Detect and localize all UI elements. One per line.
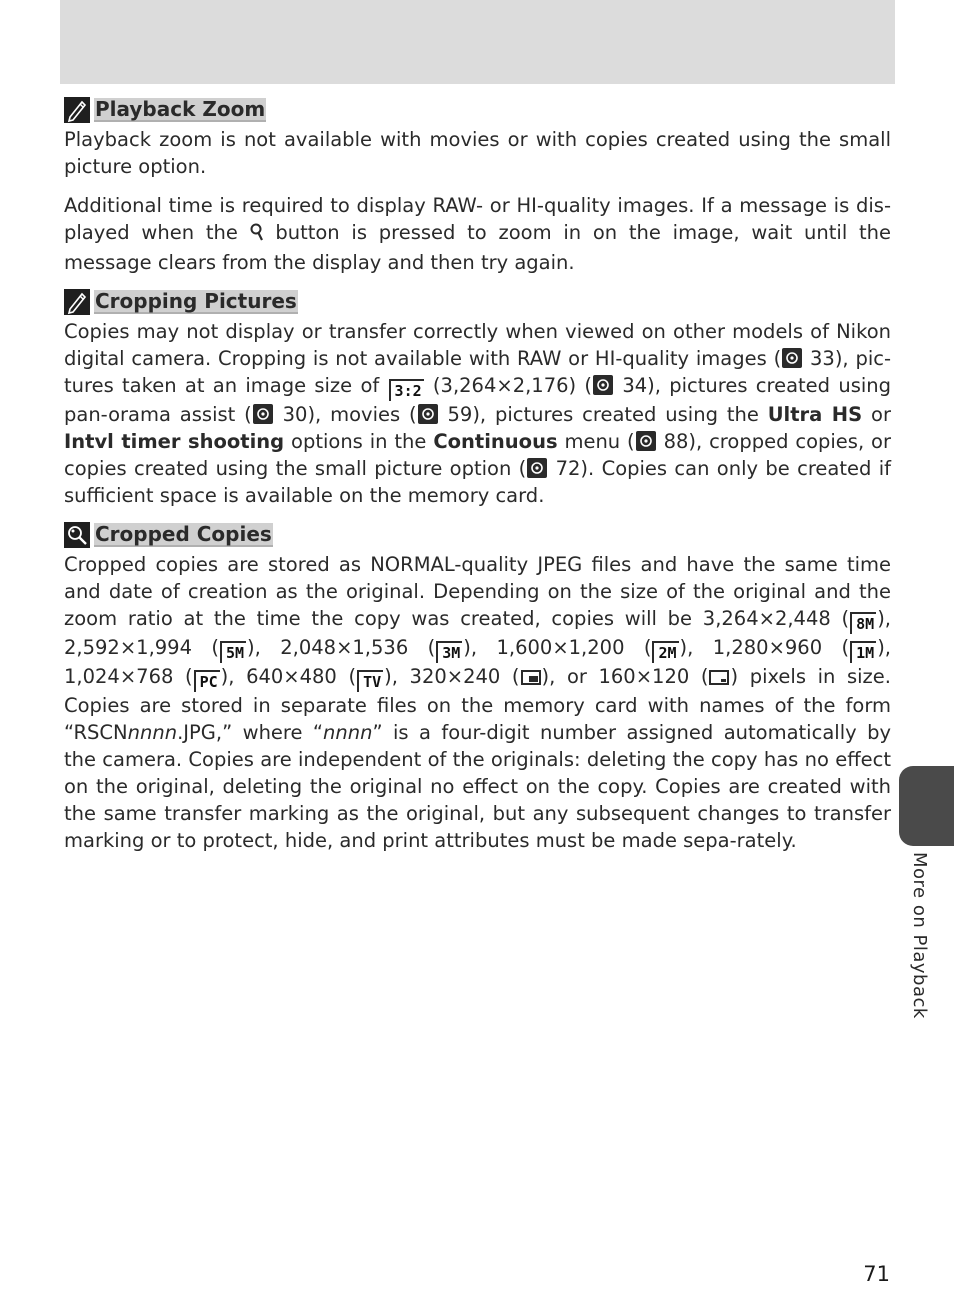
zoom-magnifier-icon	[250, 222, 264, 249]
section-cropping-pictures	[64, 288, 891, 509]
image-size-pc-icon: PC	[194, 670, 220, 692]
pencil-note-icon	[64, 289, 90, 315]
image-size-320-icon	[521, 670, 541, 685]
page-reference-icon	[253, 404, 273, 424]
section-title: Playback Zoom	[95, 97, 266, 121]
paragraph: Additional time is required to display RAW- or HI-quality images. If a message is dis-played when the button is pressed to zoom in on the image, wait until the message clears from the display and then try again.	[64, 194, 891, 274]
page-reference-icon	[636, 431, 656, 451]
paragraph: Copies may not display or transfer correctly when viewed on other models of Nikon digital camera. Cropping is not available with RAW or HI-quality images ( 33), pic-tures taken at an image size of 3:2 (3,264×2,176) ( 34), pictures created using pan-orama assist ( 30), movies ( 59), pictures created using the Ultra HS or Intvl timer shooting options in the Continuous menu ( 88), cropped copies, or copies created using the small picture option ( 72). Copies can only be created if sufficient space is available on the memory card.	[64, 320, 892, 507]
image-size-tv-icon: TV	[357, 670, 383, 692]
section-heading	[64, 521, 891, 549]
chapter-tab-label: More on Playback	[909, 852, 930, 1019]
page-content	[64, 96, 891, 866]
page-reference-icon	[527, 458, 547, 478]
paragraph: Playback zoom is not available with movies or with copies created using the small picture option.	[64, 128, 891, 178]
paragraph: Cropped copies are stored as NORMAL-quality JPEG files and have the same time and date of creation as the original. Depending on the size of the original and the zoom ratio at the time the copy was created, copies will be 3,264×2,448 ( 8M ), 2,592×1,994 ( 5M ), 2,048×1,536 ( 3M ), 1,600×1,200 ( 2M ), 1,280×960 ( 1M ), 1,024×768 ( PC ), 640×480 ( TV ), 320×240 ( ), or 160×120 ( ) pixels in size. Copies are stored in separate files on the memory card with names of the form “RSCNnnnn.JPG,” where “nnnn” is a four-digit number assigned automatically by the camera. Copies are independent of the originals: deleting the copy has no effect on the original, deleting the original no effect on the copy. Copies are created with the same transfer marking as the original, but any subsequent changes to transfer marking or to protect, hide, and print attributes must be made sepa-rately.	[64, 553, 891, 852]
page-reference-icon	[418, 404, 438, 424]
section-title: Cropping Pictures	[95, 289, 297, 313]
page-reference-icon	[593, 375, 613, 395]
image-size-2m-icon: 2M	[652, 641, 678, 663]
pencil-note-icon	[64, 97, 90, 123]
image-size-1m-icon: 1M	[850, 641, 876, 663]
section-heading	[64, 288, 891, 316]
image-size-5m-icon: 5M	[220, 641, 246, 663]
magnifier-note-icon	[64, 522, 90, 548]
section-heading	[64, 96, 891, 124]
page-number: 71	[863, 1262, 890, 1286]
image-size-3m-icon: 3M	[436, 641, 462, 663]
image-size-32-icon: 3:2	[389, 379, 424, 401]
image-size-160-icon	[709, 670, 729, 685]
image-size-8m-icon: 8M	[850, 612, 876, 634]
header-band	[60, 0, 895, 84]
section-title: Cropped Copies	[95, 522, 272, 546]
chapter-tab	[899, 766, 954, 846]
section-playback-zoom	[64, 96, 891, 276]
page-reference-icon	[782, 348, 802, 368]
section-cropped-copies	[64, 521, 891, 854]
